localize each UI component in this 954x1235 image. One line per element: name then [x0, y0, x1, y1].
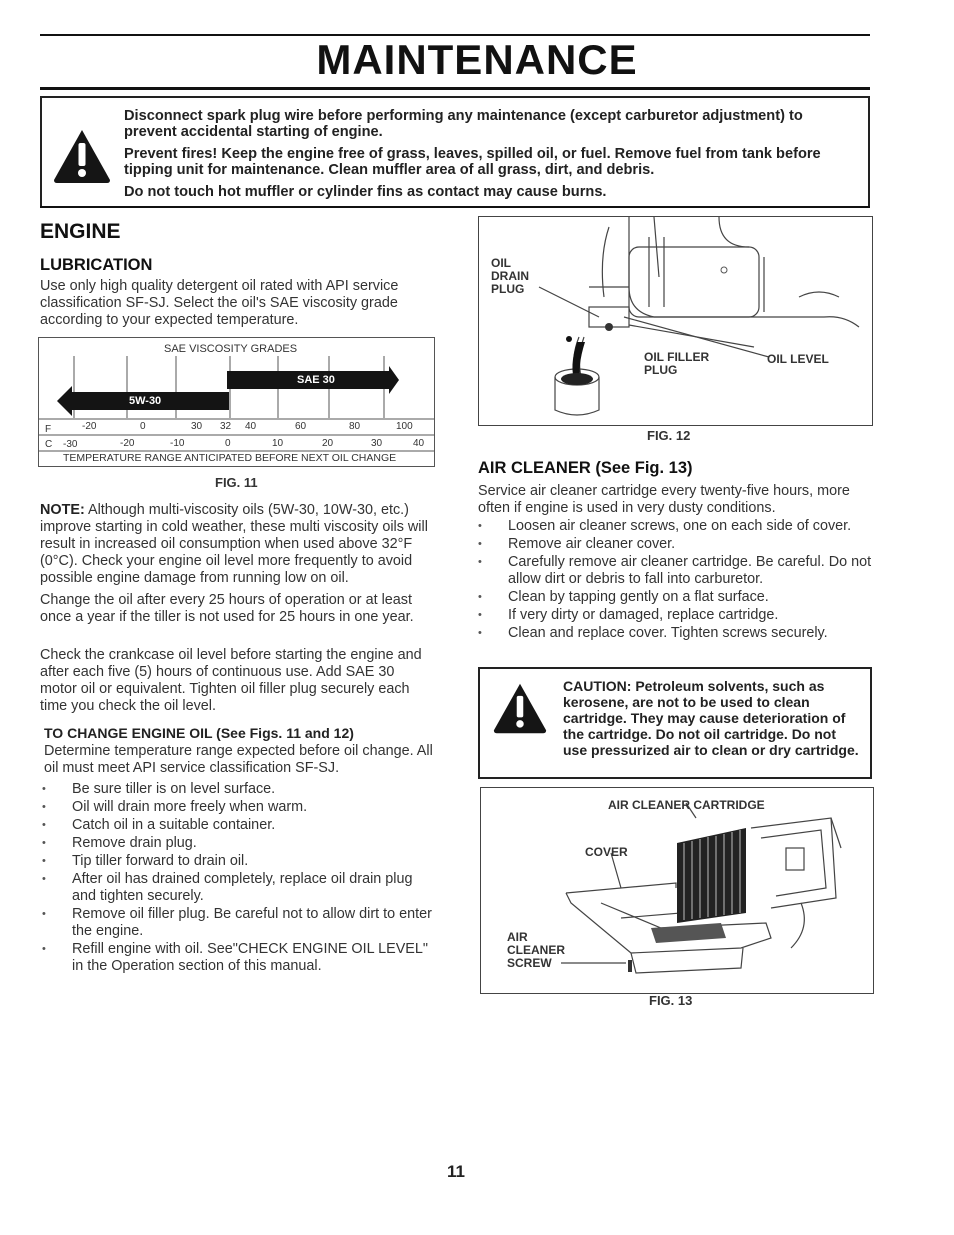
list-item: • Remove drain plug. [40, 835, 440, 852]
f-tick: 32 [220, 421, 232, 432]
f-tick: 80 [349, 421, 361, 432]
list-item: • After oil has drained completely, replace oil drain plug and tighten securely. [40, 871, 440, 905]
change-engine-oil-heading: TO CHANGE ENGINE OIL (See Figs. 11 and 12) [44, 725, 354, 741]
change-engine-oil-intro: Determine temperature range expected before oil change. All oil must meet API service classification SF-SJ. [44, 743, 433, 776]
page-title: MAINTENANCE [316, 36, 638, 83]
fig13-label: FIG. 13 [649, 993, 693, 1008]
f-tick: 60 [295, 421, 307, 432]
f-tick: 100 [396, 421, 413, 432]
c-tick: 30 [371, 438, 383, 449]
list-item: • Refill engine with oil. See"CHECK ENGINE OIL LEVEL" in the Operation section of this manual. [40, 941, 440, 975]
list-item: • Clean and replace cover. Tighten screws securely. [476, 625, 874, 642]
lubrication-intro: Use only high quality detergent oil rated with API service classification SF-SJ. Select the oil's SAE viscosity grade according to your expected temperature. [40, 278, 399, 328]
safety-warning-box [40, 96, 870, 208]
warning-text-fires: Prevent fires! Keep the engine free of grass, leaves, spilled oil, or fuel. Remove fuel from tank before tipping unit for maintenance. Clean muffler area of all grass, dirt, and debris. [124, 146, 821, 178]
fig12-label: FIG. 12 [647, 428, 691, 443]
air-cleaner-heading: AIR CLEANER (See Fig. 13) [478, 459, 693, 477]
temperature-range-caption: TEMPERATURE RANGE ANTICIPATED BEFORE NEXT OIL CHANGE [63, 452, 397, 464]
change-oil-interval-paragraph: Change the oil after every 25 hours of operation or at least once a year if the tiller is not used for 25 hours in one year. [40, 592, 414, 625]
oil-filler-plug-label: OIL FILLER PLUG [644, 350, 710, 377]
c-tick: 10 [272, 438, 284, 449]
check-oil-paragraph: Check the crankcase oil level before starting the engine and after each five (5) hours of continuous use. Add SAE 30 motor oil or equivalent. Tighten oil filler plug securely each time you check the oil level. [40, 647, 422, 714]
c-tick: -10 [170, 438, 185, 449]
change-oil-steps [40, 781, 440, 976]
c-tick: -30 [63, 439, 78, 450]
air-cleaner-cartridge-label: AIR CLEANER CARTRIDGE [608, 798, 765, 812]
f-tick: 0 [140, 421, 146, 432]
title-underline-rule [40, 87, 870, 90]
c-tick: 0 [225, 438, 231, 449]
warning-text-disconnect: Disconnect spark plug wire before performing any maintenance (except carburetor adjustment) to prevent accidental starting of engine. [124, 108, 803, 140]
cover-label: COVER [585, 845, 628, 859]
lubrication-heading: LUBRICATION [40, 256, 153, 274]
f-tick: -20 [82, 421, 97, 432]
c-tick: 20 [322, 438, 334, 449]
fahrenheit-label: F [45, 424, 52, 435]
list-item: • Clean by tapping gently on a flat surface. [476, 589, 874, 606]
fig12-illustration [478, 216, 873, 426]
page-number: 11 [447, 1162, 465, 1181]
sae-viscosity-chart [38, 337, 435, 467]
engine-heading: ENGINE [40, 220, 121, 243]
list-item: • If very dirty or damaged, replace cartridge. [476, 607, 874, 624]
list-item: • Remove air cleaner cover. [476, 536, 874, 553]
caution-text: CAUTION: Petroleum solvents, such as kerosene, are not to be used to clean cartridge. They may cause deterioration of the cartridge. Do not oil cartridge. Do not use pressurized air to clean or dry cartridge. [563, 678, 859, 758]
list-item: • Remove oil filler plug. Be careful not to allow dirt to enter the engine. [40, 906, 440, 940]
warning-bottom-rule [40, 206, 870, 208]
warning-text-burns: Do not touch hot muffler or cylinder fins as contact may cause burns. [124, 184, 607, 200]
list-item: • Carefully remove air cleaner cartridge. Be careful. Do not allow dirt or debris to fall into carburetor. [476, 554, 874, 588]
caution-box [478, 667, 872, 779]
list-item: • Oil will drain more freely when warm. [40, 799, 440, 816]
engine-oil-illustration [479, 217, 872, 425]
sae-viscosity-grades-title: SAE VISCOSITY GRADES [164, 343, 298, 355]
5w30-bar-label: 5W-30 [129, 395, 162, 407]
list-item: • Tip tiller forward to drain oil. [40, 853, 440, 870]
sae30-bar-label: SAE 30 [297, 374, 335, 386]
oil-level-label: OIL LEVEL [767, 352, 829, 366]
list-item: • Catch oil in a suitable container. [40, 817, 440, 834]
air-cleaner-intro: Service air cleaner cartridge every twenty-five hours, more often if engine is used in very dusty conditions. [478, 483, 850, 516]
celsius-label: C [45, 439, 53, 450]
air-cleaner-steps [476, 518, 874, 643]
note-paragraph [40, 502, 435, 587]
list-item: • Loosen air cleaner screws, one on each side of cover. [476, 518, 874, 535]
fig13-illustration [480, 787, 874, 994]
c-tick: -20 [120, 438, 135, 449]
f-tick: 40 [245, 421, 257, 432]
f-tick: 30 [191, 421, 203, 432]
air-cleaner-screw-label: AIR CLEANER SCREW [507, 930, 566, 970]
note-text: Although multi-viscosity oils (5W-30, 10W-30, etc.) improve starting in cold weather, these multi viscosity oils will result in increased oil consumption when used above 32°F (0°C). Check your engine oil level more frequently to avoid possible engine damage from running low on oil. [40, 502, 428, 586]
c-tick: 40 [413, 438, 425, 449]
warning-triangle-icon [52, 128, 112, 184]
fig11-label: FIG. 11 [215, 475, 258, 490]
list-item: • Be sure tiller is on level surface. [40, 781, 440, 798]
note-label: NOTE: [40, 502, 85, 518]
caution-triangle-icon [492, 681, 548, 735]
oil-drain-plug-label: OIL DRAIN PLUG [491, 256, 529, 296]
